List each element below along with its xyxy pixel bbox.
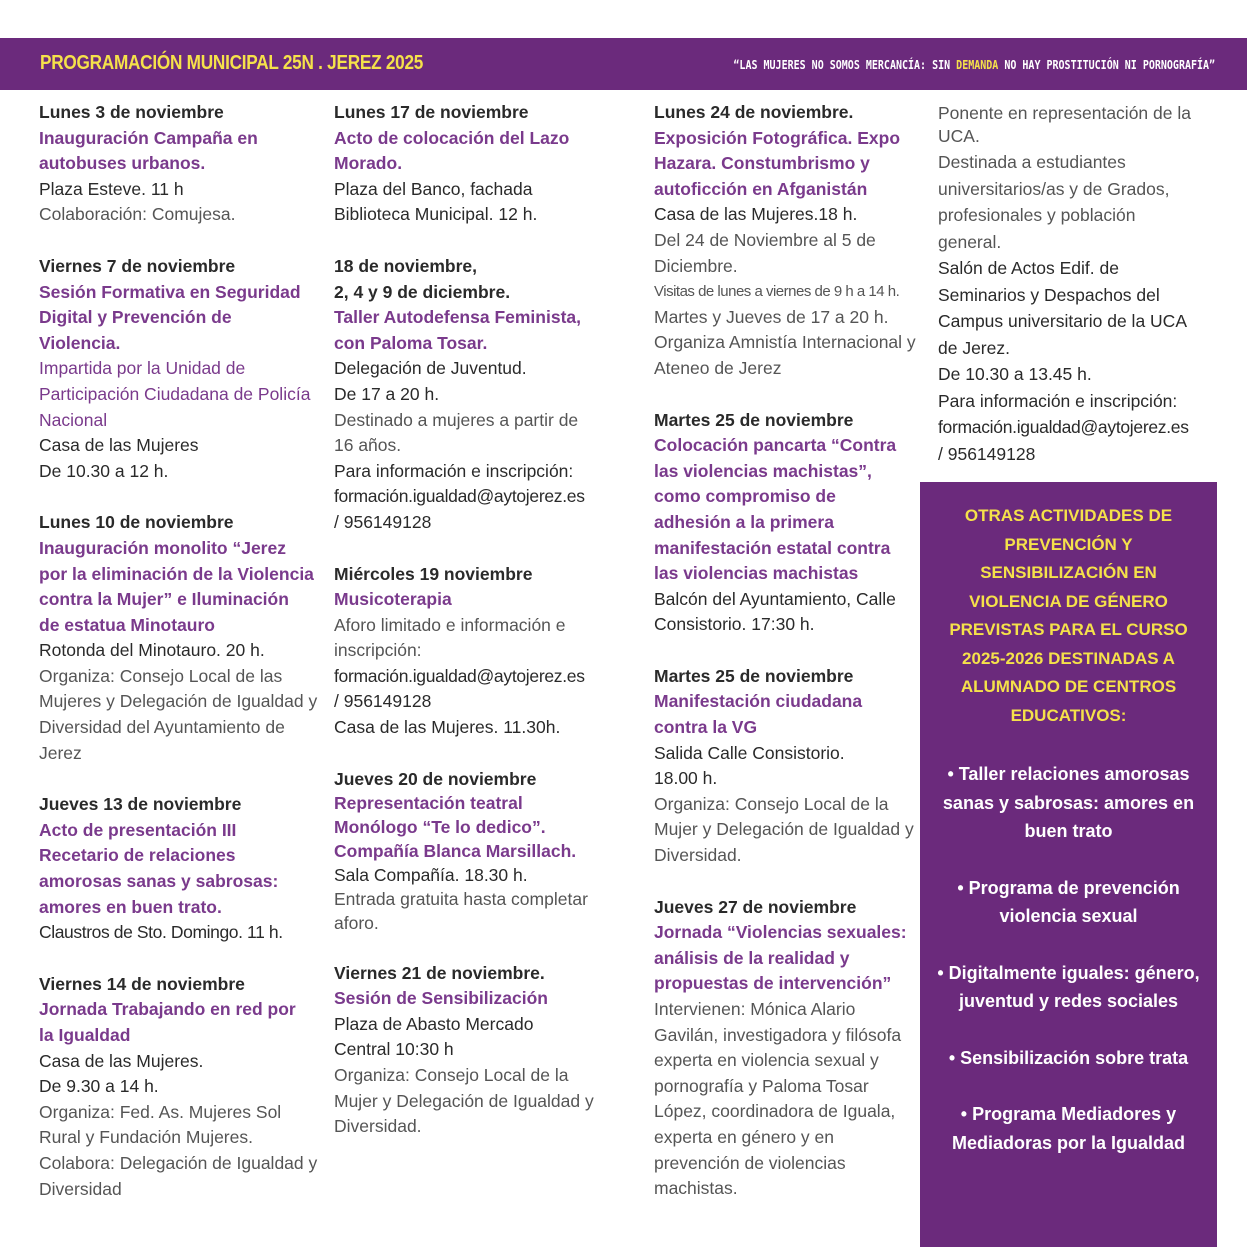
event-title: por la eliminación de la Violencia [39,563,314,584]
list-item [932,959,1205,1016]
event-note: inscripción: [334,640,422,661]
event-date: Viernes 14 de noviembre [39,973,245,994]
event-date: Lunes 3 de noviembre [39,102,224,122]
list-item-line: buen trato [1024,821,1113,841]
event-item [39,100,321,228]
heading-line: EDUCATIVOS: [1010,705,1127,725]
event-note: Mujeres y Delegación de Igualdad y [39,691,318,712]
event-title: Violencia. [39,332,121,353]
event-note: Mujer y Delegación de Igualdad y [334,1090,594,1111]
event-title: Inauguración monolito “Jerez [39,537,286,558]
other-activities-box [920,482,1217,1247]
event-note: Mujer y Delegación de Igualdad y [654,819,914,840]
event-note: Ponente en representación de la [938,103,1191,123]
event-time: De 10.30 a 12 h. [39,460,169,481]
column-1 [39,100,321,1228]
list-item-line: Mediadoras por la Igualdad [951,1132,1186,1153]
event-phone: / 956149128 [334,511,432,532]
event-title: Musicoterapia [334,589,452,610]
event-note: experta en violencia sexual y [654,1050,879,1071]
event-date: Martes 25 de noviembre [654,409,854,430]
event-note: Organiza Amnistía Internacional y [654,332,916,353]
event-title: Recetario de relaciones [39,845,236,866]
column-3 [654,100,916,1228]
event-place: Balcón del Ayuntamiento, Calle [654,588,896,609]
event-note: Diversidad. [334,1116,422,1137]
event-title: con Paloma Tosar. [334,332,488,353]
header-quote [733,57,1215,72]
event-item [654,408,916,638]
event-note: Destinado a mujeres a partir de [334,409,579,430]
event-title: adhesión a la primera [654,511,834,532]
list-item-line: juventud y redes sociales [958,991,1179,1011]
event-info: Para información e inscripción: [938,390,1178,411]
event-note: Gavilán, investigadora y filósofa [654,1024,902,1045]
column-2 [334,100,604,1166]
event-note: López, coordinadora de Iguala, [654,1101,896,1122]
event-time: De 17 a 20 h. [334,383,440,404]
list-item-line: • Programa Mediadores y [960,1104,1177,1124]
event-note: Aforo limitado e información e [334,614,566,635]
event-title: amorosas sanas y sabrosas: [39,871,279,892]
event-place: Sala Compañía. 18.30 h. [334,864,528,885]
event-place: Seminarios y Despachos del [938,284,1160,305]
event-time: De 10.30 a 13.45 h. [938,364,1092,384]
event-title: Representación teatral [334,792,523,813]
event-title: Jornada “Violencias sexuales: [654,922,907,943]
event-phone: / 956149128 [938,443,1036,464]
event-note: 16 años. [334,435,402,456]
heading-line: PREVISTAS PARA EL CURSO [949,620,1188,639]
event-place: Casa de las Mujeres. [39,1050,204,1071]
event-note: universitarios/as y de Grados, [938,178,1170,199]
event-place: Central 10:30 h [334,1039,454,1060]
event-item [39,792,321,946]
event-title: Acto de presentación III [39,819,237,840]
event-phone: / 956149128 [334,691,432,712]
event-note: machistas. [654,1178,738,1199]
list-item-line: • Digitalmente iguales: género, [937,962,1200,983]
list-item-line: • Programa de prevención [957,877,1180,898]
heading-line: SENSIBILIZACIÓN EN [980,563,1157,582]
quote-post: NO HAY PROSTITUCIÓN NI PORNOGRAFÍA” [998,57,1215,72]
quote-highlight: DEMANDA [956,57,999,72]
list-item [932,1044,1205,1073]
event-item [334,562,604,741]
event-place: Salida Calle Consistorio. [654,742,845,763]
event-place: Rotonda del Minotauro. 20 h. [39,640,265,661]
event-title: como compromiso de [654,486,836,507]
event-place: Casa de las Mujeres. 11.30h. [334,717,561,738]
event-note: Visitas de lunes a viernes de 9 h a 14 h. [654,283,900,301]
event-note: aforo. [334,912,379,933]
activity-list [920,760,1217,1157]
event-item [334,767,604,935]
event-title: manifestación estatal contra [654,537,891,558]
event-note: Destinada a estudiantes [938,152,1126,172]
event-title: amores en buen trato. [39,896,222,917]
event-title: las violencias machistas”, [654,460,872,481]
event-note: experta en género y en [654,1126,834,1147]
event-title: Acto de colocación del Lazo [334,127,570,148]
event-time: 18.00 h. [654,768,718,789]
event-date: Miércoles 19 noviembre [334,563,533,584]
event-place: Plaza del Banco, fachada [334,178,533,199]
list-item-line: • Sensibilización sobre trata [948,1047,1189,1068]
event-title: Digital y Prevención de [39,307,232,328]
event-place: Claustros de Sto. Domingo. 11 h. [39,922,283,943]
event-place: Salón de Actos Edif. de [938,258,1119,278]
list-item-line: sanas y sabrosas: amores en [942,792,1195,813]
event-note: Organiza: Consejo Local de las [39,665,283,686]
event-note: Impartida por la Unidad de [39,358,246,379]
event-place: Campus universitario de la UCA [938,311,1187,331]
event-item [654,100,916,382]
event-place: de Jerez. [938,337,1010,358]
event-note: UCA. [938,125,980,146]
event-date: Jueves 20 de noviembre [334,768,537,789]
event-item [39,972,321,1202]
event-title: Taller Autodefensa Feminista, [334,307,581,328]
event-date: 18 de noviembre, [334,255,477,276]
list-item [932,1100,1205,1157]
event-note: Colaboración: Comujesa. [39,204,236,225]
event-place: Casa de las Mujeres [39,435,199,456]
event-item [654,895,916,1202]
event-date: Martes 25 de noviembre [654,665,854,686]
event-note: Diversidad [39,1178,122,1199]
event-title: la Igualdad [39,1025,131,1045]
event-email: formación.igualdad@aytojerez.es [334,665,585,686]
event-item [654,664,916,869]
event-date: Lunes 10 de noviembre [39,512,234,533]
event-time: De 9.30 a 14 h. [39,1076,159,1097]
event-note: Rural y Fundación Mujeres. [39,1127,253,1148]
header-banner [0,38,1247,90]
event-note: Del 24 de Noviembre al 5 de [654,229,876,250]
event-note: profesionales y población [938,205,1136,225]
event-place: Biblioteca Municipal. 12 h. [334,204,538,225]
header-title: PROGRAMACIÓN MUNICIPAL 25N . JEREZ 2025 [40,52,424,74]
event-note: Intervienen: Mónica Alario [654,999,856,1019]
event-note: Diversidad. [654,845,742,866]
quote-pre: “LAS MUJERES NO SOMOS MERCANCÍA: SIN [733,57,957,72]
event-title: Colocación pancarta “Contra [654,435,897,456]
event-title: contra la VG [654,717,758,738]
heading-line: VIOLENCIA DE GÉNERO [969,591,1168,611]
event-title: Sesión Formativa en Seguridad [39,281,301,302]
event-place: Plaza Esteve. 11 h [39,178,184,199]
event-note: Participación Ciudadana de Policía [39,383,311,404]
event-title: Compañía Blanca Marsillach. [334,840,577,861]
event-date: Viernes 7 de noviembre [39,255,236,276]
event-item [334,961,604,1140]
event-email: formación.igualdad@aytojerez.es [334,486,585,507]
event-item [39,510,321,766]
event-note: Martes y Jueves de 17 a 20 h. [654,306,889,327]
column-4 [938,100,1210,467]
event-note: Organiza: Consejo Local de la [334,1065,569,1086]
event-title: Morado. [334,153,403,174]
event-date: Lunes 24 de noviembre. [654,102,854,122]
event-date: 2, 4 y 9 de diciembre. [334,281,511,302]
event-title: Hazara. Constumbrismo y [654,153,870,174]
event-title: Inauguración Campaña en [39,127,258,148]
list-item-line: • Taller relaciones amorosas [947,764,1190,784]
event-note: prevención de violencias [654,1152,846,1173]
event-title: propuestas de intervención” [654,973,892,994]
event-place: Consistorio. 17:30 h. [654,614,815,635]
event-note: pornografía y Paloma Tosar [654,1075,869,1096]
list-item [932,874,1205,931]
event-note: Diciembre. [654,255,738,276]
event-title: contra la Mujer” e Iluminación [39,589,289,610]
event-place: Delegación de Juventud. [334,358,527,379]
event-date: Viernes 21 de noviembre. [334,962,545,983]
event-title: análisis de la realidad y [654,947,850,968]
event-note: Colabora: Delegación de Igualdad y [39,1152,318,1173]
event-title: Sesión de Sensibilización [334,988,548,1009]
event-note: general. [938,231,1002,252]
event-note: Nacional [39,409,108,430]
list-item-line: violencia sexual [999,906,1138,926]
heading-line: PREVENCIÓN Y [1004,534,1133,554]
event-note: Entrada gratuita hasta completar [334,888,588,909]
heading-line: 2025-2026 DESTINADAS A [962,648,1175,668]
event-title: autobuses urbanos. [39,153,206,174]
event-title: las violencias machistas [654,563,859,584]
event-title: Monólogo “Te lo dedico”. [334,816,546,837]
event-email: formación.igualdad@aytojerez.es [938,417,1189,437]
event-item [39,254,321,484]
heading-line: ALUMNADO DE CENTROS [960,677,1177,696]
event-place: Plaza de Abasto Mercado [334,1013,534,1034]
event-note: Jerez [39,742,82,763]
event-note: Organiza: Fed. As. Mujeres Sol [39,1101,282,1122]
event-date: Lunes 17 de noviembre [334,102,529,122]
event-note: Ateneo de Jerez [654,357,782,378]
event-item [334,254,604,536]
event-date: Jueves 13 de noviembre [39,794,242,815]
event-date: Jueves 27 de noviembre [654,896,857,917]
event-note: Organiza: Consejo Local de la [654,793,889,814]
event-note: Diversidad del Ayuntamiento de [39,717,285,738]
list-item [932,760,1205,846]
event-title: Exposición Fotográfica. Expo [654,127,901,148]
heading-line: OTRAS ACTIVIDADES DE [964,506,1173,525]
event-item [334,100,604,228]
event-info: Para información e inscripción: [334,460,574,481]
event-title: de estatua Minotauro [39,614,215,635]
event-title: autoficción en Afganistán [654,178,868,199]
event-place: Casa de las Mujeres.18 h. [654,204,858,225]
other-activities-heading [940,502,1197,730]
event-title: Jornada Trabajando en red por [39,999,296,1020]
event-title: Manifestación ciudadana [654,691,863,712]
